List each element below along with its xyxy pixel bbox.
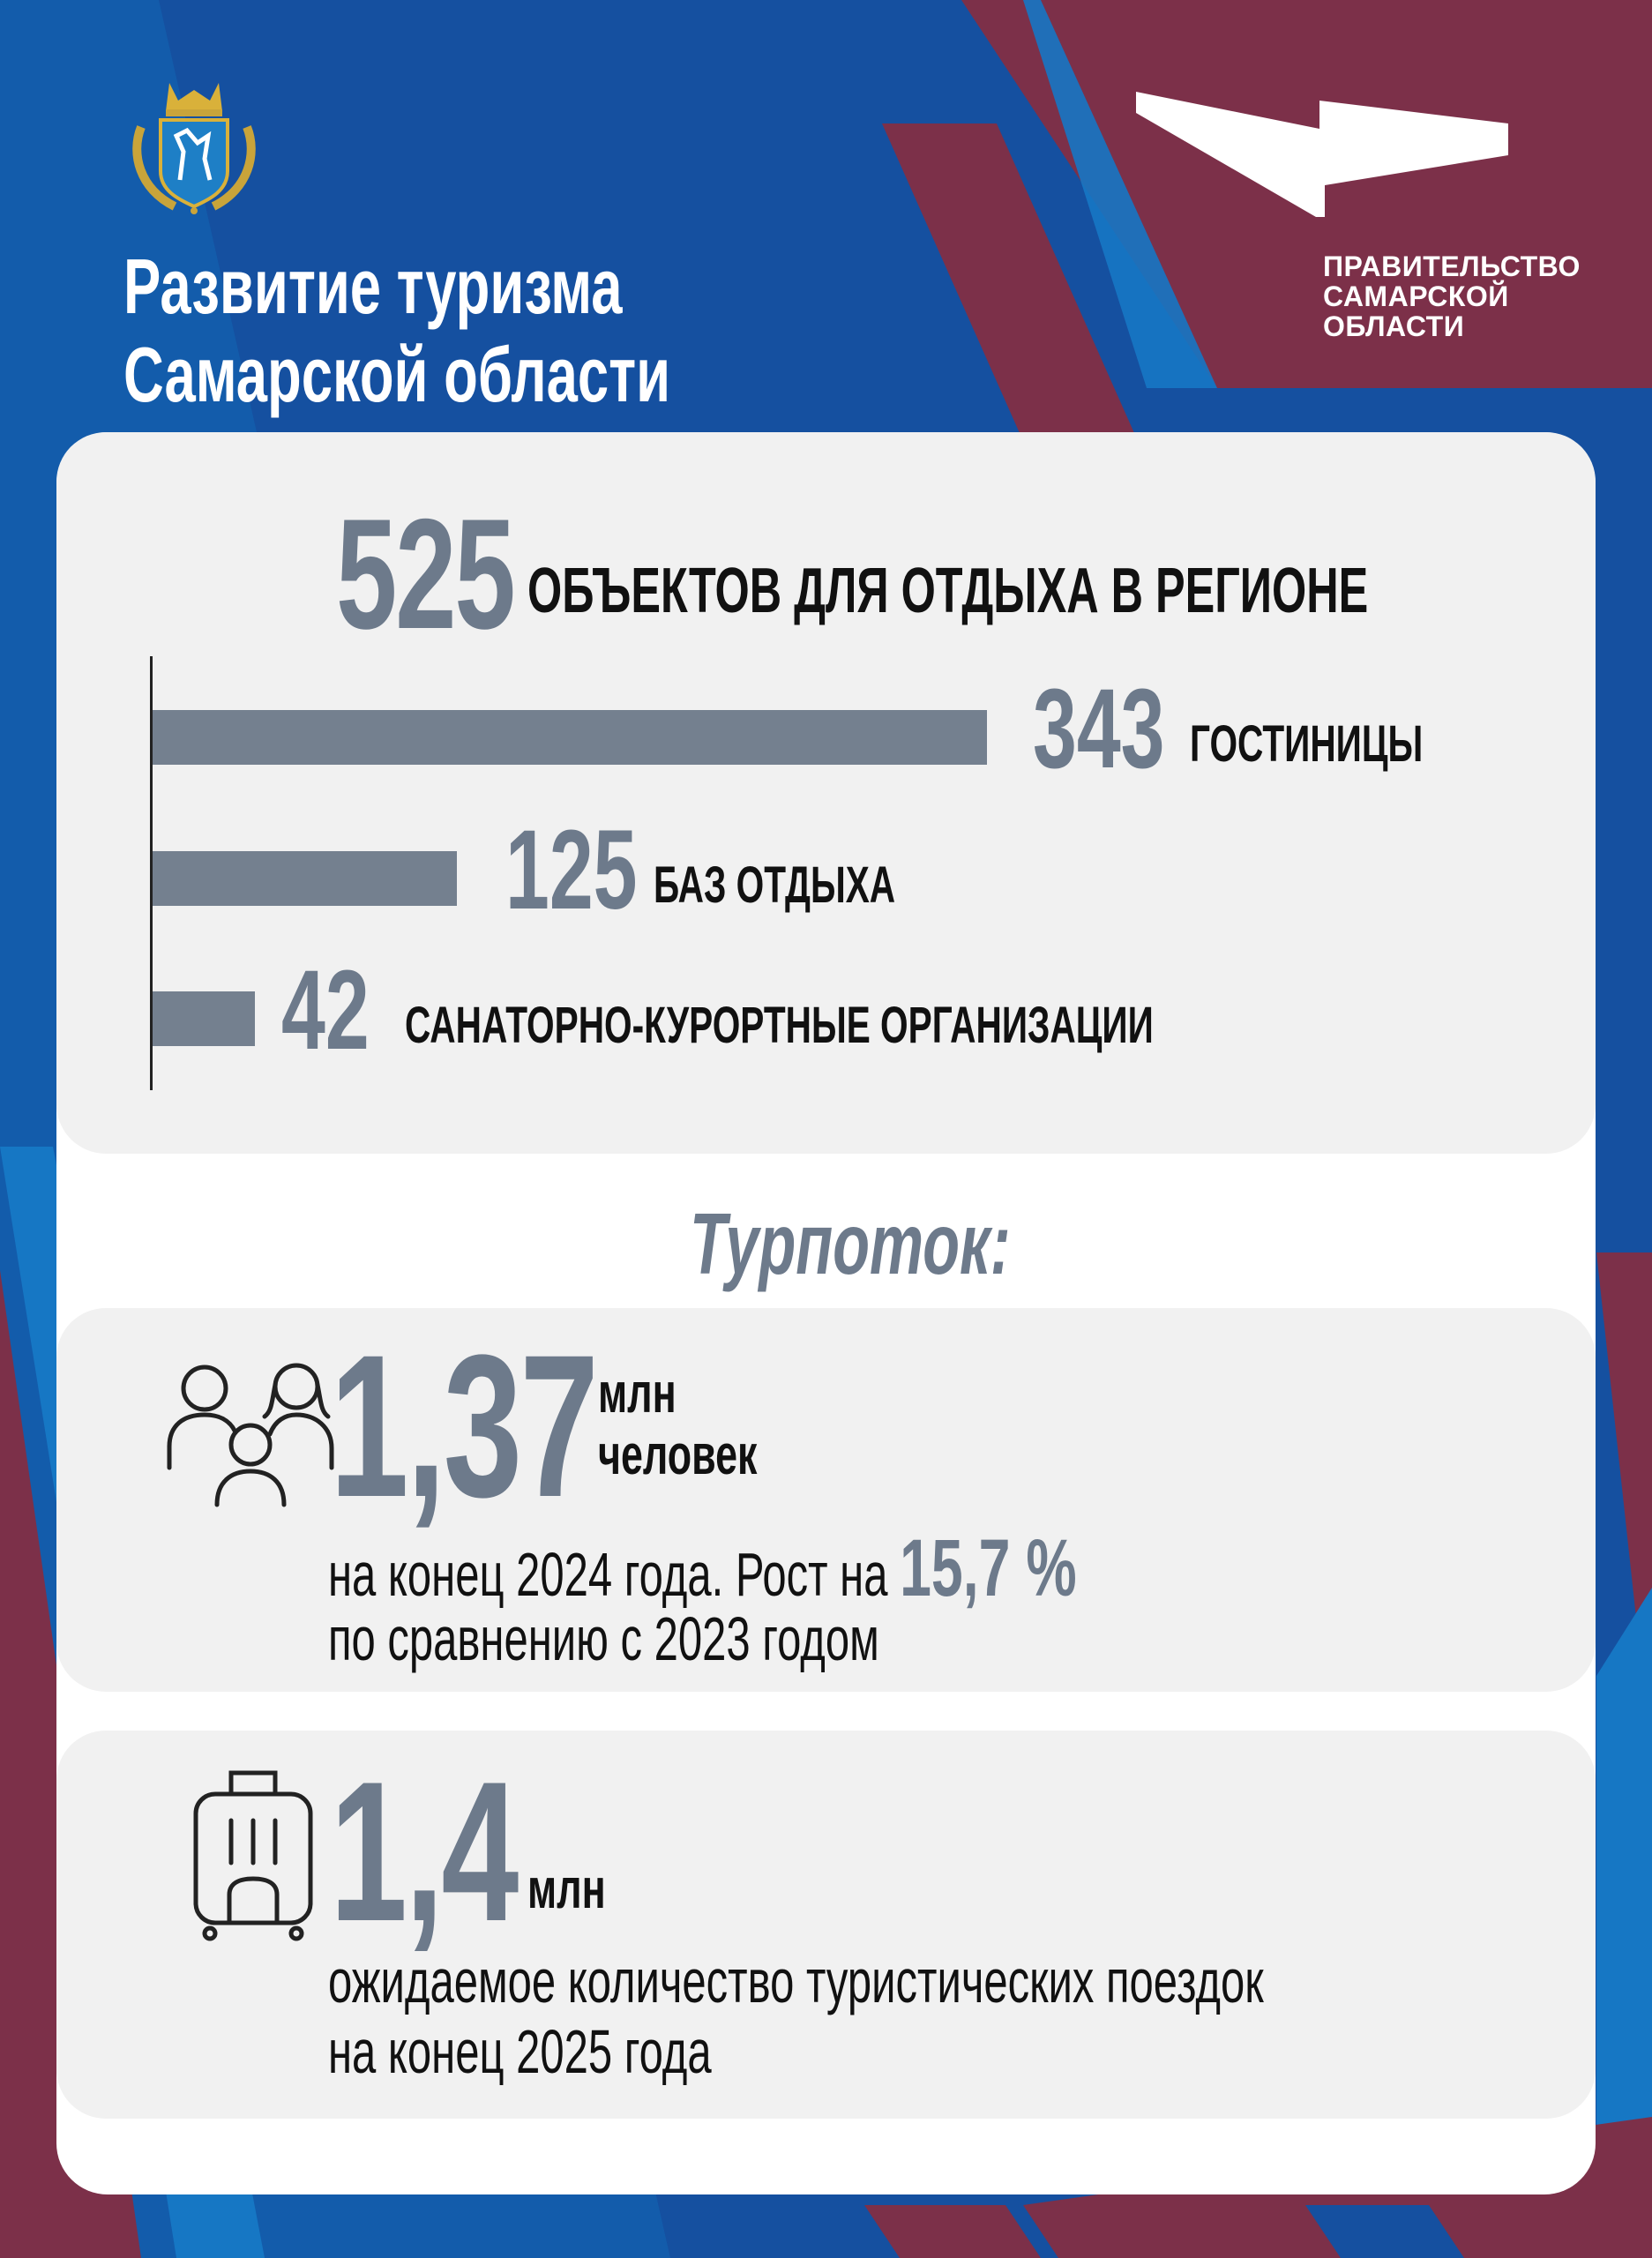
bar-2 [153,851,457,906]
gov-name-line-1: ПРАВИТЕЛЬСТВО [1323,250,1581,282]
objects-card [56,432,1596,1154]
trips-text-line-2: на конец 2025 года [328,2017,712,2086]
bar-category-label-3: САНАТОРНО-КУРОРТНЫЕ ОРГАНИЗАЦИИ [405,997,1154,1054]
bar-category-label-2: БАЗ ОТДЫХА [654,856,896,914]
tourists-unit-line-2: человек [598,1423,758,1486]
tourists-unit-line-1: млн [598,1361,676,1424]
bar-category-label-1: ГОСТИНИЦЫ [1190,715,1424,773]
page-title [123,243,695,419]
gov-name-line-2: САМАРСКОЙ [1323,280,1509,312]
samara-coat-of-arms-icon [131,74,258,215]
content-panel [56,432,1596,2194]
bar-value-label-1: 343 [1033,666,1165,792]
trips-text-line-1: ожидаемое количество туристических поездок [328,1947,1264,2015]
objects-total: 525 [336,486,514,662]
trips-number: 1,4 [330,1739,517,1963]
tourists-text-line-1 [328,1523,1397,1613]
trips-unit: млн [527,1857,606,1920]
suitcase-icon [178,1766,328,1942]
government-logo-icon [1131,88,1519,221]
objects-total-label: ОБЪЕКТОВ ДЛЯ ОТДЫХА В РЕГИОНЕ [527,556,1369,626]
title-line-2: Самарской области [123,331,671,418]
bar-3 [153,991,255,1046]
tourists-text-line-2: по сравнению с 2023 годом [328,1604,879,1673]
people-icon [148,1350,360,1508]
bar-1 [153,710,987,765]
bar-value-label-2: 125 [505,807,638,933]
bar-value-label-3: 42 [281,947,370,1073]
tourflow-title: Турпоток: [690,1195,1011,1292]
tourists-growth: 15,7 % [900,1523,1077,1613]
government-name [1323,251,1623,341]
gov-name-line-3: ОБЛАСТИ [1323,310,1465,342]
tourists-text-start: на конец 2024 года. Рост на [328,1540,888,1609]
tourists-number: 1,37 [330,1312,597,1539]
title-line-1: Развитие туризма [123,243,623,330]
